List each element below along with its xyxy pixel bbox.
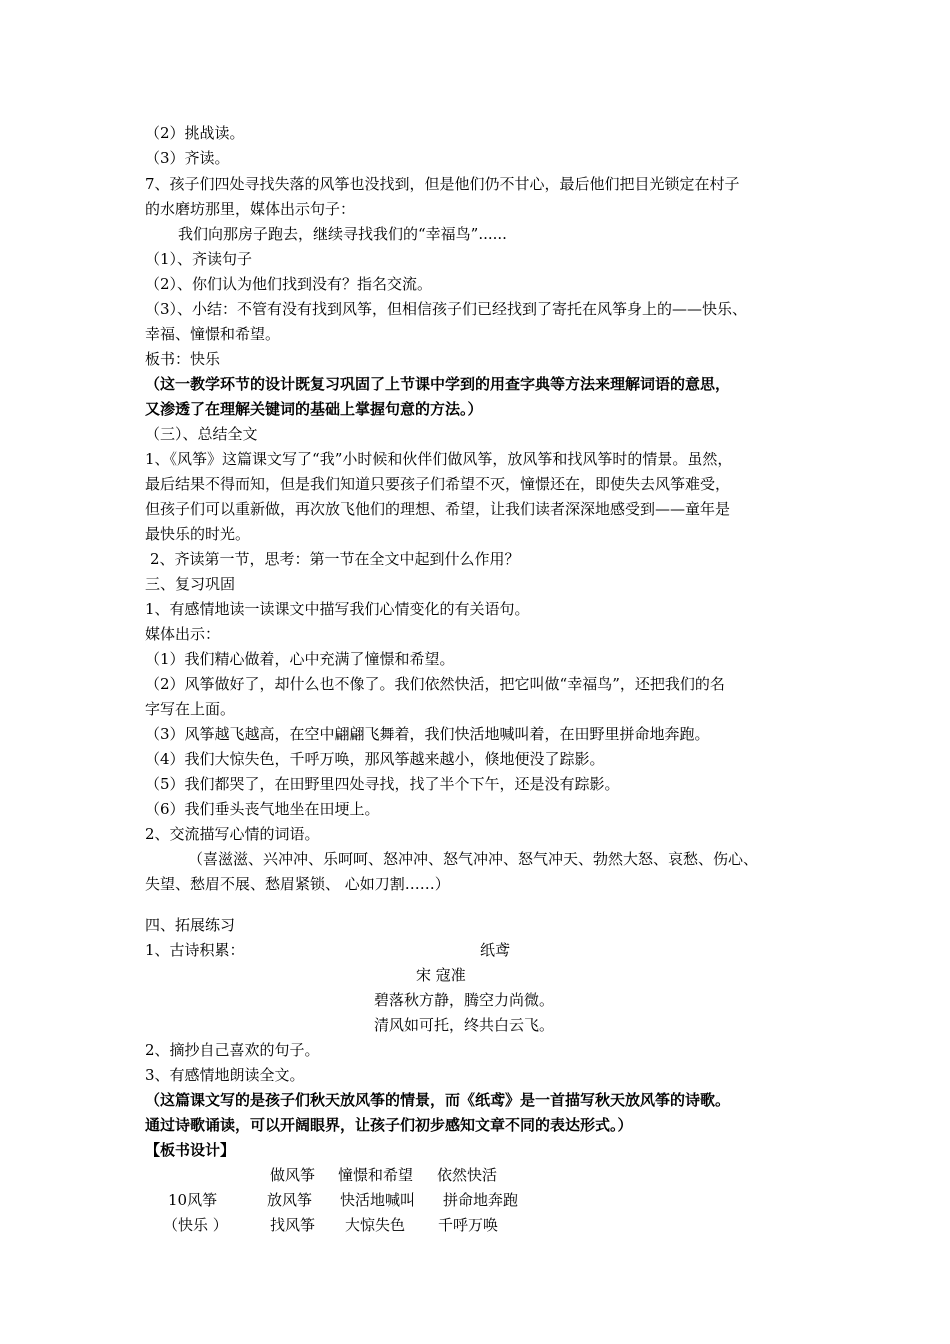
text-line: 幸福、憧憬和希望。: [145, 325, 281, 343]
text-line: （喜滋滋、兴冲冲、乐呵呵、怒冲冲、怒气冲冲、怒气冲天、勃然大怒、哀愁、伤心、: [188, 850, 759, 868]
text-line: （2）风筝做好了，却什么也不像了。我们依然快活，把它叫做“幸福鸟”，还把我们的名: [145, 675, 725, 693]
section-heading: 四、拓展练习: [145, 916, 236, 934]
board-cell: 放风筝: [267, 1191, 313, 1209]
text-line: （6）我们垂头丧气地坐在田埂上。: [145, 800, 380, 818]
section-heading: 三、复习巩固: [145, 575, 236, 593]
text-line: （3）、小结：不管有没有找到风筝，但相信孩子们已经找到了寄托在风筝身上的——快乐、: [145, 300, 748, 318]
board-design-heading: 【板书设计】: [145, 1141, 236, 1159]
board-cell: 拼命地奔跑: [443, 1191, 519, 1209]
board-cell: 快活地喊叫: [340, 1191, 416, 1209]
text-line: 我们向那房子跑去，继续寻找我们的“幸福鸟”......: [178, 225, 507, 243]
poem-author: 宋 寇准: [416, 966, 466, 984]
text-line: 媒体出示：: [145, 625, 221, 643]
text-line: 2、齐读第一节，思考：第一节在全文中起到什么作用？: [150, 550, 520, 568]
text-line: 的水磨坊那里，媒体出示句子：: [145, 200, 356, 218]
text-line: 1、有感情地读一读课文中描写我们心情变化的有关语句。: [145, 600, 530, 618]
poem-line: 碧落秋方静，腾空力尚微。: [374, 991, 555, 1009]
text-line: 3、有感情地朗读全文。: [145, 1066, 305, 1084]
bold-note-line: （这一教学环节的设计既复习巩固了上节课中学到的用查字典等方法来理解词语的意思，: [145, 375, 731, 393]
board-cell: 依然快活: [437, 1166, 498, 1184]
board-cell: 憧憬和希望: [338, 1166, 414, 1184]
text-line: （5）我们都哭了，在田野里四处寻找，找了半个下午，还是没有踪影。: [145, 775, 620, 793]
text-line: 2、摘抄自己喜欢的句子。: [145, 1041, 320, 1059]
text-line: （1）、齐读句子: [145, 250, 253, 268]
poem-line: 清风如可托，终共白云飞。: [374, 1016, 555, 1034]
text-line: 1、古诗积累：: [145, 941, 245, 959]
text-line: （3）齐读。: [145, 149, 230, 167]
board-cell: 大惊失色: [345, 1216, 406, 1234]
text-line: 1、《风筝》这篇课文写了“我”小时候和伙伴们做风筝，放风筝和找风筝时的情景。虽然，: [145, 450, 733, 468]
text-line: 板书：快乐: [145, 350, 221, 368]
text-line: 7、孩子们四处寻找失落的风筝也没找到，但是他们仍不甘心，最后他们把目光锁定在村子: [145, 175, 740, 193]
bold-note-line: 又渗透了在理解关键词的基础上掌握句意的方法。）: [145, 400, 483, 418]
text-line: 但孩子们可以重新做，再次放飞他们的理想、希望，让我们读者深深地感受到——童年是: [145, 500, 731, 518]
text-line: 失望、愁眉不展、愁眉紧锁、 心如刀割……）: [145, 875, 450, 893]
text-line: 字写在上面。: [145, 700, 236, 718]
text-line: （2）、你们认为他们找到没有？指名交流。: [145, 275, 433, 293]
text-line: 2、交流描写心情的词语。: [145, 825, 320, 843]
board-cell: （快乐 ）: [163, 1216, 228, 1234]
text-line: （3）风筝越飞越高，在空中翩翩飞舞着，我们快活地喊叫着，在田野里拼命地奔跑。: [145, 725, 710, 743]
board-cell: 找风筝: [270, 1216, 316, 1234]
text-line: 最后结果不得而知，但是我们知道只要孩子们希望不灭，憧憬还在，即使失去风筝难受，: [145, 475, 731, 493]
text-line: （4）我们大惊失色，千呼万唤，那风筝越来越小，倏地便没了踪影。: [145, 750, 605, 768]
text-line: 最快乐的时光。: [145, 525, 251, 543]
text-line: （1）我们精心做着，心中充满了憧憬和希望。: [145, 650, 455, 668]
bold-note-line: （这篇课文写的是孩子们秋天放风筝的情景，而《纸鸢》是一首描写秋天放风筝的诗歌。: [145, 1091, 731, 1109]
text-line: （2）挑战读。: [145, 124, 245, 142]
board-cell: 10风筝: [168, 1191, 218, 1209]
bold-note-line: 通过诗歌诵读，可以开阔眼界，让孩子们初步感知文章不同的表达形式。）: [145, 1116, 633, 1134]
poem-title: 纸鸢: [480, 941, 511, 959]
board-cell: 千呼万唤: [438, 1216, 499, 1234]
section-heading: （三）、总结全文: [145, 425, 258, 443]
board-cell: 做风筝: [270, 1166, 316, 1184]
